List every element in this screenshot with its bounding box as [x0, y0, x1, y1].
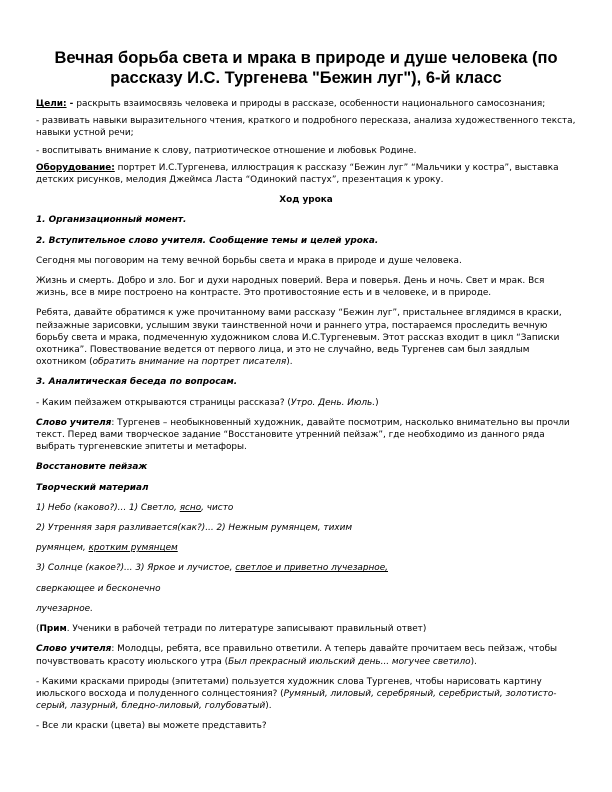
step-2-heading: 2. Вступительное слово учителя. Сообщение темы и целей урока. [36, 235, 379, 246]
step-3-heading: 3. Аналитическая беседа по вопросам. [36, 377, 238, 388]
note-open: ( [36, 624, 40, 635]
course-heading: Ход урока [279, 195, 333, 206]
item-3 [36, 562, 576, 574]
teacher-italic-2: Был прекрасный июльский день... могучее светило [228, 656, 471, 667]
note-paragraph [36, 623, 576, 635]
question-1-text: - Каким пейзажем открываются страницы рассказа? ( [36, 397, 291, 408]
item-2: 2) Утренняя заря разливается(как?)... 2) Нежным румянцем, тихим [36, 523, 353, 534]
question-2-text: - Какими красками природы (эпитетами) пользуется художник слова Тургенев, чтобы нарисовать картину июльского восхода и полуденного солнцестояния? ( [36, 676, 542, 699]
item-1-answer: ясно [179, 502, 202, 513]
question-2-italic: Румяный, лиловый, серебряный, серебристый, золотисто-серый, лазурный, бледно-лиловый, голубоватый [36, 688, 557, 712]
note-label: Прим [39, 624, 67, 635]
goal-skills: - развивать навыки выразительного чтения, краткого и подробного пересказа, анализа художественного текста, навыки устной речи; [36, 116, 576, 139]
teacher-label-2: Слово учителя [36, 644, 112, 655]
kids-end: ). [286, 357, 293, 368]
item-1-a: 1) Небо (каково?)... 1) Светло, [36, 502, 180, 513]
question-1-end: ) [375, 397, 379, 408]
teacher-word-2 [36, 643, 576, 667]
goals-dash: - [66, 99, 77, 109]
question-1 [36, 397, 576, 409]
creative-heading: Творческий материал [36, 482, 149, 493]
kids-italic: обратить внимание на портрет писателя [92, 357, 287, 368]
goal-upbringing: - воспитывать внимание к слову, патриотическое отношение и любовьк Родине. [36, 145, 417, 156]
item-3-answer: светлое и приветно лучезарное, [235, 563, 388, 574]
step-1-heading: 1. Организационный момент. [36, 215, 187, 226]
kids-text: Ребята, давайте обратимся к уже прочитанному вами рассказу “Бежин луг”, пристальнее вглядимся в краски, пейзажные зарисовки, услышим звуки таинственной ночи и раннего утра, постараемся проследить вечную борьбу света и мрака, подмеченную художником слова И.С.Тургеневым. Этот рассказ входит в цикл “Записки охотника”. Повествование ведется от первого лица, и это не случайно, ведь Тургенев сам был заядлым охотником ( [36, 308, 562, 368]
paragraph-today: Сегодня мы поговорим на тему вечной борьбы света и мрака в природе и душе человека. [36, 255, 462, 266]
document-page [36, 48, 576, 741]
question-3: - Все ли краски (цвета) вы можете представить? [36, 721, 267, 732]
question-2-end: ). [265, 701, 272, 712]
item-3-end: лучезарное. [36, 603, 93, 614]
item-1-c: , чисто [201, 502, 234, 513]
paragraph-kids [36, 307, 576, 368]
teacher-label-1: Слово учителя [36, 417, 112, 428]
teacher-text-1: : Тургенев – необыкновенный художник, давайте посмотрим, насколько внимательно вы прочли текст. Перед вами творческое задание “Восстановите утренний пейзаж”, где необходимо из данного ряда выбрать тургеневские эпитеты и метафоры. [36, 417, 570, 453]
equipment-label: Оборудование: [36, 162, 115, 173]
teacher-end-2: ). [470, 656, 477, 667]
goals-label: Цели: [36, 99, 67, 109]
item-3-a: 3) Солнце (какое?)... 3) Яркое и лучистое, [36, 563, 236, 574]
note-text: . Ученики в рабочей тетради по литературе записывают правильный ответ) [66, 624, 427, 635]
restore-heading: Восстановите пейзаж [36, 462, 148, 473]
question-2 [36, 676, 576, 713]
goals-paragraph [36, 98, 576, 110]
teacher-word-1 [36, 417, 576, 454]
question-1-italic: Утро. День. Июль. [290, 397, 376, 408]
item-2-answer: кротким румянцем [88, 543, 178, 554]
item-2b-a: румянцем, [36, 543, 89, 554]
item-1 [36, 502, 576, 514]
equipment-text: портрет И.С.Тургенева, иллюстрация к рассказу “Бежин луг” “Мальчики у костра”, выставка детских рисунков, мелодия Джеймса Ласта “Одинокий пастух”, презентация к уроку. [36, 162, 559, 186]
paragraph-life: Жизнь и смерть. Добро и зло. Бог и духи народных поверий. Вера и поверья. День и ночь. Свет и мрак. Вся жизнь, все в мире построено на контрасте. Это противостояние есть и в человеке, и в природе. [36, 276, 545, 299]
goals-text: раскрыть взаимосвязь человека и природы в рассказе, особенности национального самосознания; [76, 99, 546, 109]
item-2-continued [36, 542, 576, 554]
item-3-continued: сверкающее и бесконечно [36, 583, 161, 594]
equipment-paragraph [36, 162, 576, 186]
document-title: Вечная борьба света и мрака в природе и душе человека (по рассказу И.С. Тургенева "Бежин луг"), 6-й класс [54, 49, 558, 87]
teacher-text-2: : Молодцы, ребята, все правильно ответили. А теперь давайте прочитаем весь пейзаж, чтобы почувствовать красоту июльского утра ( [36, 644, 558, 667]
